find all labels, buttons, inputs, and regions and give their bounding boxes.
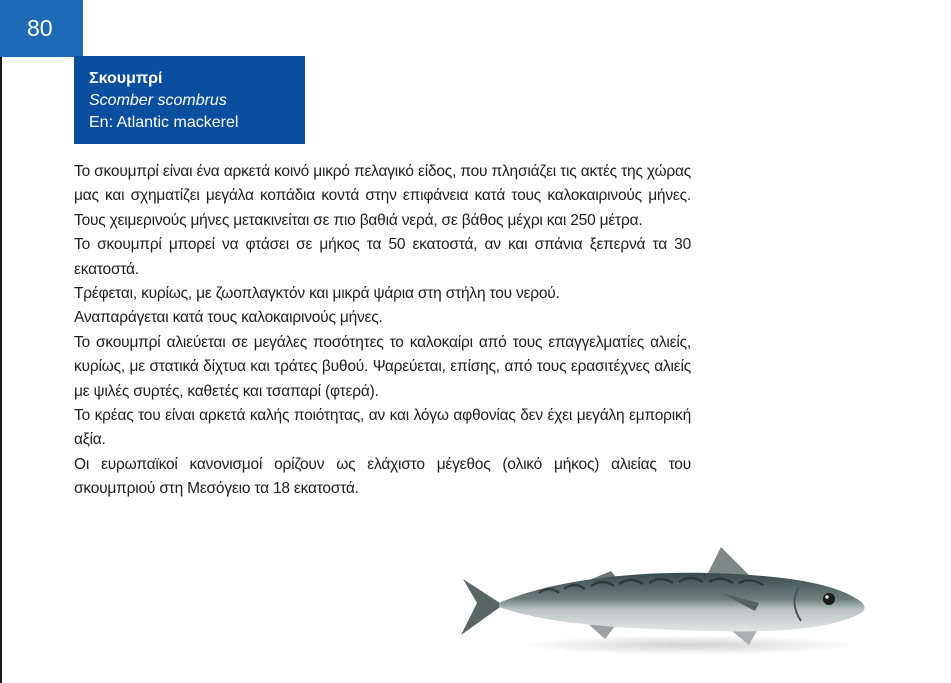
species-name-greek: Σκουμπρί (89, 70, 163, 87)
paragraph-regulations: Οι ευρωπαϊκοί κανονισμοί ορίζουν ως ελάχιστο μέγεθος (ολικό μήκος) αλιείας του σκουμπριού στη Μεσόγειο τα 18 εκατοστά. (74, 455, 691, 498)
paragraph-value: Το κρέας του είναι αρκετά καλής ποιότητας, αν και λόγω αφθονίας δεν έχει μεγάλη εμπορική αξία. (74, 407, 691, 449)
species-name-english: En: Atlantic mackerel (89, 114, 239, 131)
paragraph-fishing: Το σκουμπρί αλιεύεται σε μεγάλες ποσότητες το καλοκαίρι από τους επαγγελματίες αλιείς, κυρίως, με στατικά δίχτυα και τράτες βυθού. Ψαρεύεται, επίσης, από τους ερασιτέχνες αλιείς με ψιλές συρτές, καθετές και τσαπαρί (φτερά). (74, 333, 691, 400)
species-title-box (74, 56, 305, 144)
paragraph-habitat: Το σκουμπρί είναι ένα αρκετά κοινό μικρό πελαγικό είδος, που πλησιάζει τις ακτές της χώρας μας και σχηματίζει μεγάλα κοπάδια κοντά στην επιφάνεια κατά τους καλοκαιρινούς μήνες. Τους χειμερινούς μήνες μετακινείται σε πιο βαθιά νερά, σε βάθος μέχρι και 250 μέτρα. (74, 163, 691, 229)
mackerel-illustration-icon (459, 541, 872, 661)
species-name-latin: Scomber scombrus (89, 92, 227, 109)
paragraph-reproduction: Αναπαράγεται κατά τους καλοκαιρινούς μήνες. (74, 309, 383, 327)
paragraph-diet: Τρέφεται, κυρίως, με ζωοπλαγκτόν και μικρά ψάρια στη στήλη του νερού. (74, 285, 560, 303)
page-number: 80 (0, 0, 83, 57)
paragraph-size: Το σκουμπρί μπορεί να φτάσει σε μήκος τα 50 εκατοστά, αν και σπάνια ξεπερνά τα 30 εκατοστά. (74, 236, 691, 278)
page-left-rule (0, 0, 2, 683)
species-description (74, 160, 691, 502)
